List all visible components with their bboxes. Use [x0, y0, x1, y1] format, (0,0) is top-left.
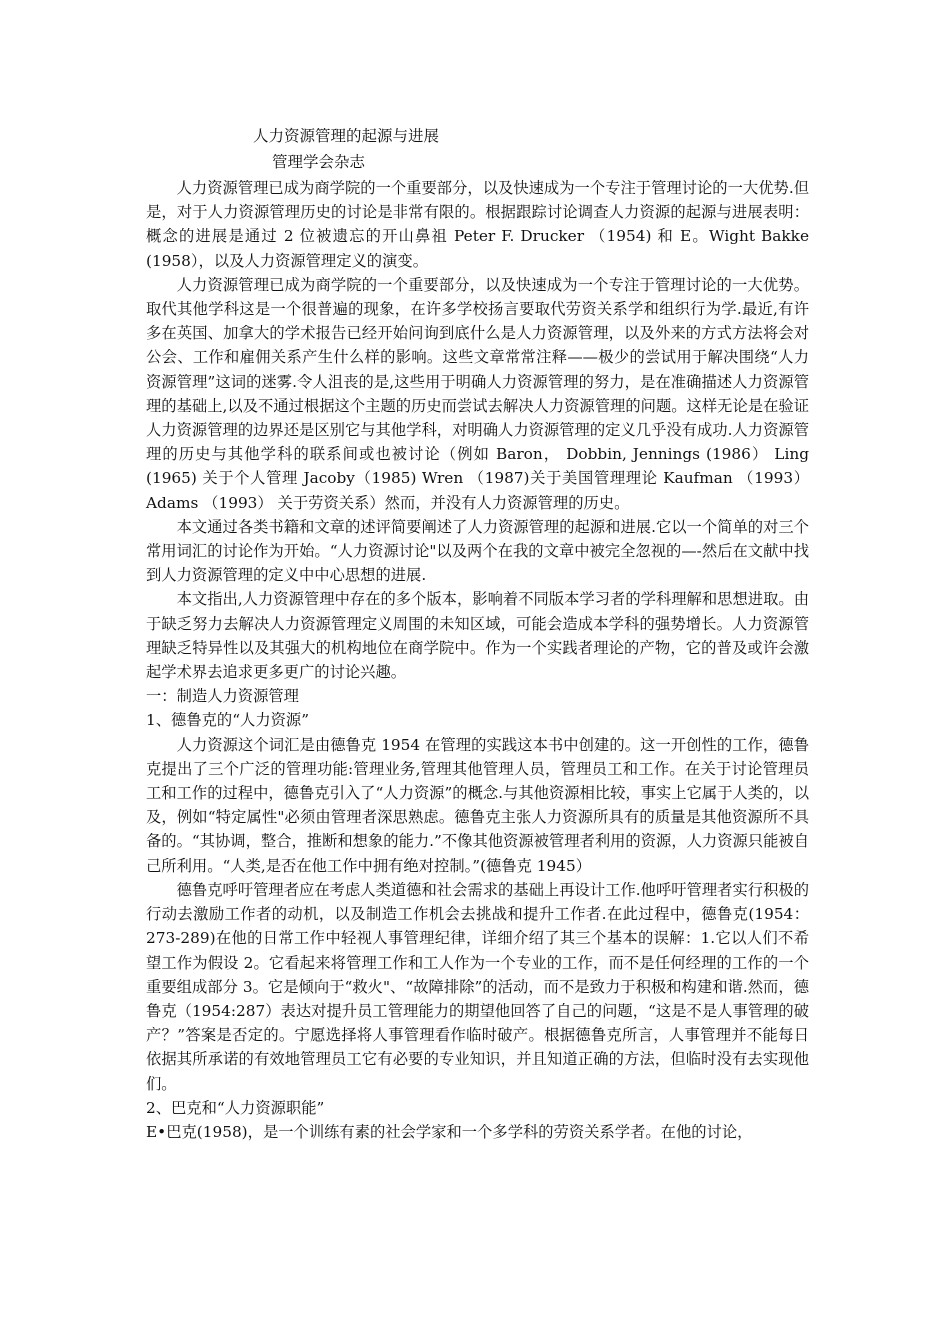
- document-title: 人力资源管理的起源与进展: [253, 127, 440, 145]
- paragraph: 本文指出,人力资源管理中存在的多个版本，影响着不同版本学习者的学科理解和思想进取。由于缺乏努力去解决人力资源管理定义周围的未知区域，可能会造成本学科的强势增长。人力资源管理缺乏特异性以及其强大的机构地位在商学院中。作为一个实践者理论的产物，它的普及或许会激起学术界去追求更多更广的讨论兴趣。: [146, 590, 809, 682]
- paragraph: 人力资源管理已成为商学院的一个重要部分，以及快速成为一个专注于管理讨论的一大优势。取代其他学科这是一个很普遍的现象，在许多学校扬言要取代劳资关系学和组织行为学.最近,有许多在英国、加拿大的学术报告已经开始问询到底什么是人力资源管理，以及外来的方式方法将会对公会、工作和雇佣关系产生什么样的影响。这些文章常常注释——极少的尝试用于解决围绕“人力资源管理”这词的迷雾.令人沮丧的是,这些用于明确人力资源管理的努力，是在准确描述人力资源管理的基础上,以及不通过根据这个主题的历史而尝试去解决人力资源管理的问题。这样无论是在验证人力资源管理的边界还是区别它与其他学科，对明确人力资源管理的定义几乎没有成功.人力资源管理的历史与其他学科的联系间或也被讨论（例如 Baron， Dobbin, Jennings (1986） Ling (1965) 关于个人管理 Jacoby（1985) Wren （1987)关于美国管理理论 Kaufman （1993） Adams （1993） 关于劳资关系）然而，并没有人力资源管理的历史。: [146, 275, 809, 512]
- section-heading: 一：制造人力资源管理: [146, 687, 299, 706]
- document-body: [146, 176, 809, 1144]
- paragraph: 人力资源管理已成为商学院的一个重要部分，以及快速成为一个专注于管理讨论的一大优势.但是，对于人力资源管理历史的讨论是非常有限的。根据跟踪讨论调查人力资源的起源与进展表明：概念的进展是通过 2 位被遗忘的开山鼻祖 Peter F. Drucker （1954) 和 E。Wight Bakke (1958），以及人力资源管理定义的演变。: [146, 179, 809, 270]
- paragraph: 人力资源这个词汇是由德鲁克 1954 在管理的实践这本书中创建的。这一开创性的工作，德鲁克提出了三个广泛的管理功能:管理业务,管理其他管理人员，管理员工和工作。在关于讨论管理员工和工作的过程中，德鲁克引入了“人力资源”的概念.与其他资源相比较，事实上它属于人类的，以及，例如“特定属性"必须由管理者深思熟虑。德鲁克主张人力资源所具有的质量是其他资源所不具备的。“其协调，整合，推断和想象的能力.”不像其他资源被管理者利用的资源，人力资源只能被自己所利用。“人类,是否在他工作中拥有绝对控制。”(德鲁克 1945）: [146, 735, 809, 875]
- subsection-heading: 1、德鲁克的“人力资源”: [146, 711, 310, 730]
- paragraph: E•巴克(1958)，是一个训练有素的社会学家和一个多学科的劳资关系学者。在他的讨论，: [146, 1122, 753, 1141]
- paragraph: 德鲁克呼吁管理者应在考虑人类道德和社会需求的基础上再设计工作.他呼吁管理者实行积极的行动去激励工作者的动机，以及制造工作机会去挑战和提升工作者.在此过程中，德鲁克(1954： 273-289)在他的日常工作中轻视人事管理纪律，详细介绍了其三个基本的误解：1.它以人们不希望工作为假设 2。它看起来将管理工作和工人作为一个专业的工作，而不是任何经理的工作的一个重要组成部分 3。它是倾向于“救火"、“故障排除”的活动，而不是致力于积极和构建和谐.然而，德鲁克（1954:287）表达对提升员工管理能力的期望他回答了自己的问题，“这是不是人事管理的破产？”答案是否定的。宁愿选择将人事管理看作临时破产。根据德鲁克所言，人事管理并不能每日依据其所承诺的有效地管理员工它有必要的专业知识，并且知道正确的方法，但临时没有去实现他们。: [146, 880, 809, 1093]
- document-source: 管理学会杂志: [272, 153, 366, 171]
- subsection-heading: 2、巴克和“人力资源职能”: [146, 1098, 325, 1117]
- paragraph: 本文通过各类书籍和文章的述评简要阐述了人力资源管理的起源和进展.它以一个简单的对三个常用词汇的讨论作为开始。“人力资源讨论"以及两个在我的文章中被完全忽视的—-然后在文献中找到人力资源管理的定义中中心思想的进展.: [146, 517, 809, 585]
